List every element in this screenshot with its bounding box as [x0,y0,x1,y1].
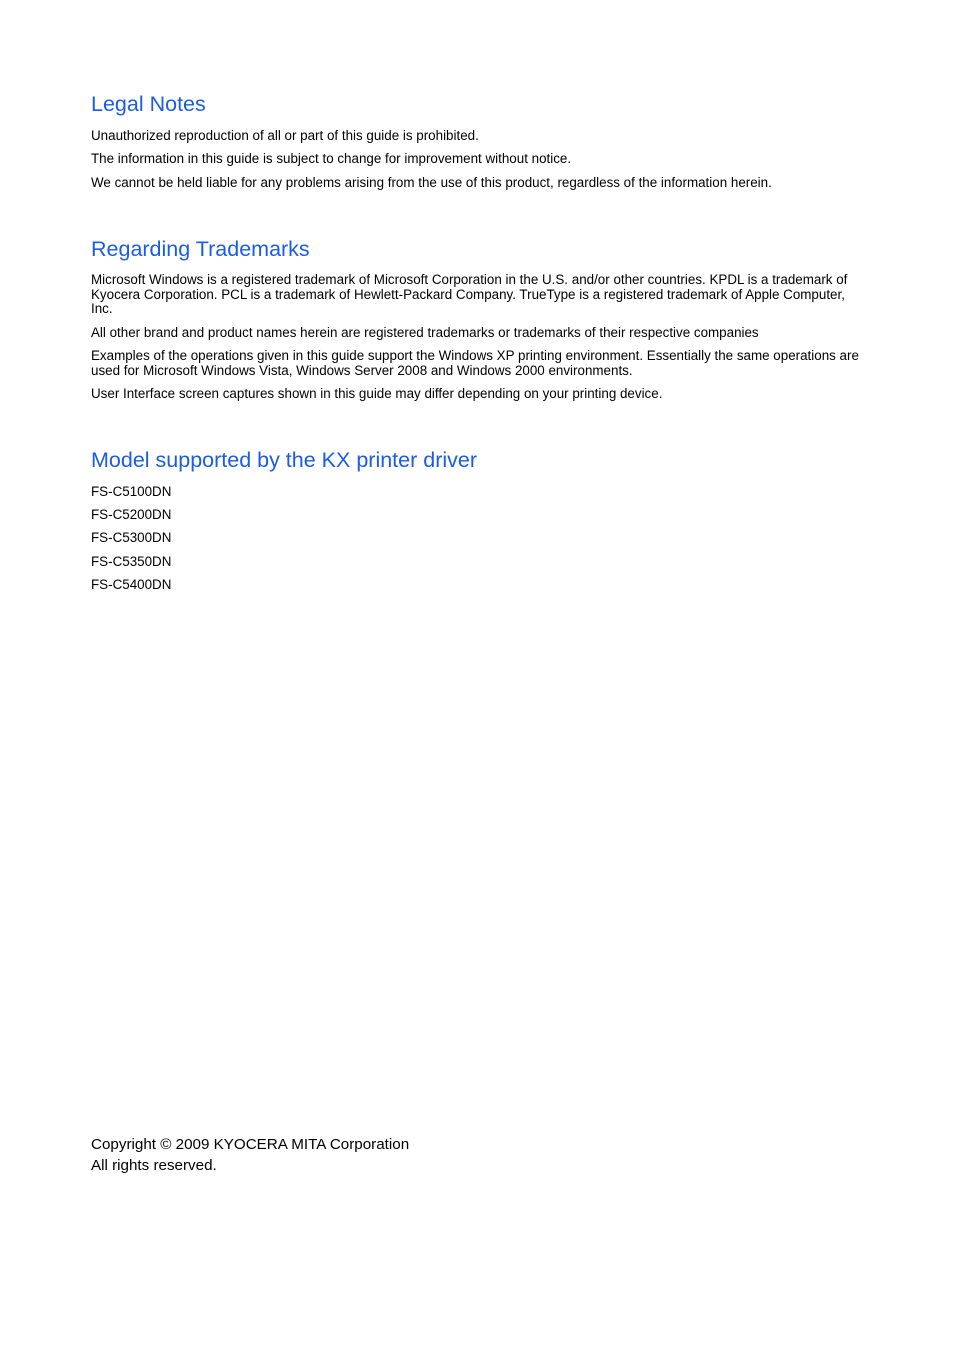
trademarks-paragraph-1: Microsoft Windows is a registered trademark of Microsoft Corporation in the U.S. and/or other countries. KPDL is a trademark of Kyocera Corporation. PCL is a trademark of Hewlett-Packard Company. TrueType is a registered trademark of Apple Computer, Inc. [91,272,848,316]
model-item: FS-C5400DN [91,577,172,592]
trademarks-paragraph-2: All other brand and product names herein are registered trademarks or trademarks of their respective companies [91,325,759,340]
legal-notes-heading: Legal Notes [91,92,206,116]
model-item: FS-C5200DN [91,507,172,522]
model-item: FS-C5350DN [91,554,172,569]
legal-paragraph-1: Unauthorized reproduction of all or part of this guide is prohibited. [91,128,479,143]
legal-paragraph-3: We cannot be held liable for any problems arising from the use of this product, regardless of the information herein. [91,175,772,190]
models-heading: Model supported by the KX printer driver [91,448,478,472]
model-item: FS-C5300DN [91,530,172,545]
trademarks-paragraph-4: User Interface screen captures shown in this guide may differ depending on your printing device. [91,386,663,401]
trademarks-paragraph-3: Examples of the operations given in this guide support the Windows XP printing environment. Essentially the same operations are used for Microsoft Windows Vista, Windows Server 2008 and Windows 2000 environments. [91,348,859,378]
legal-paragraph-2: The information in this guide is subject to change for improvement without notice. [91,151,572,166]
copyright-line: Copyright © 2009 KYOCERA MITA Corporation [91,1136,410,1153]
trademarks-heading: Regarding Trademarks [91,237,310,261]
model-item: FS-C5100DN [91,484,172,499]
rights-line: All rights reserved. [91,1157,217,1174]
